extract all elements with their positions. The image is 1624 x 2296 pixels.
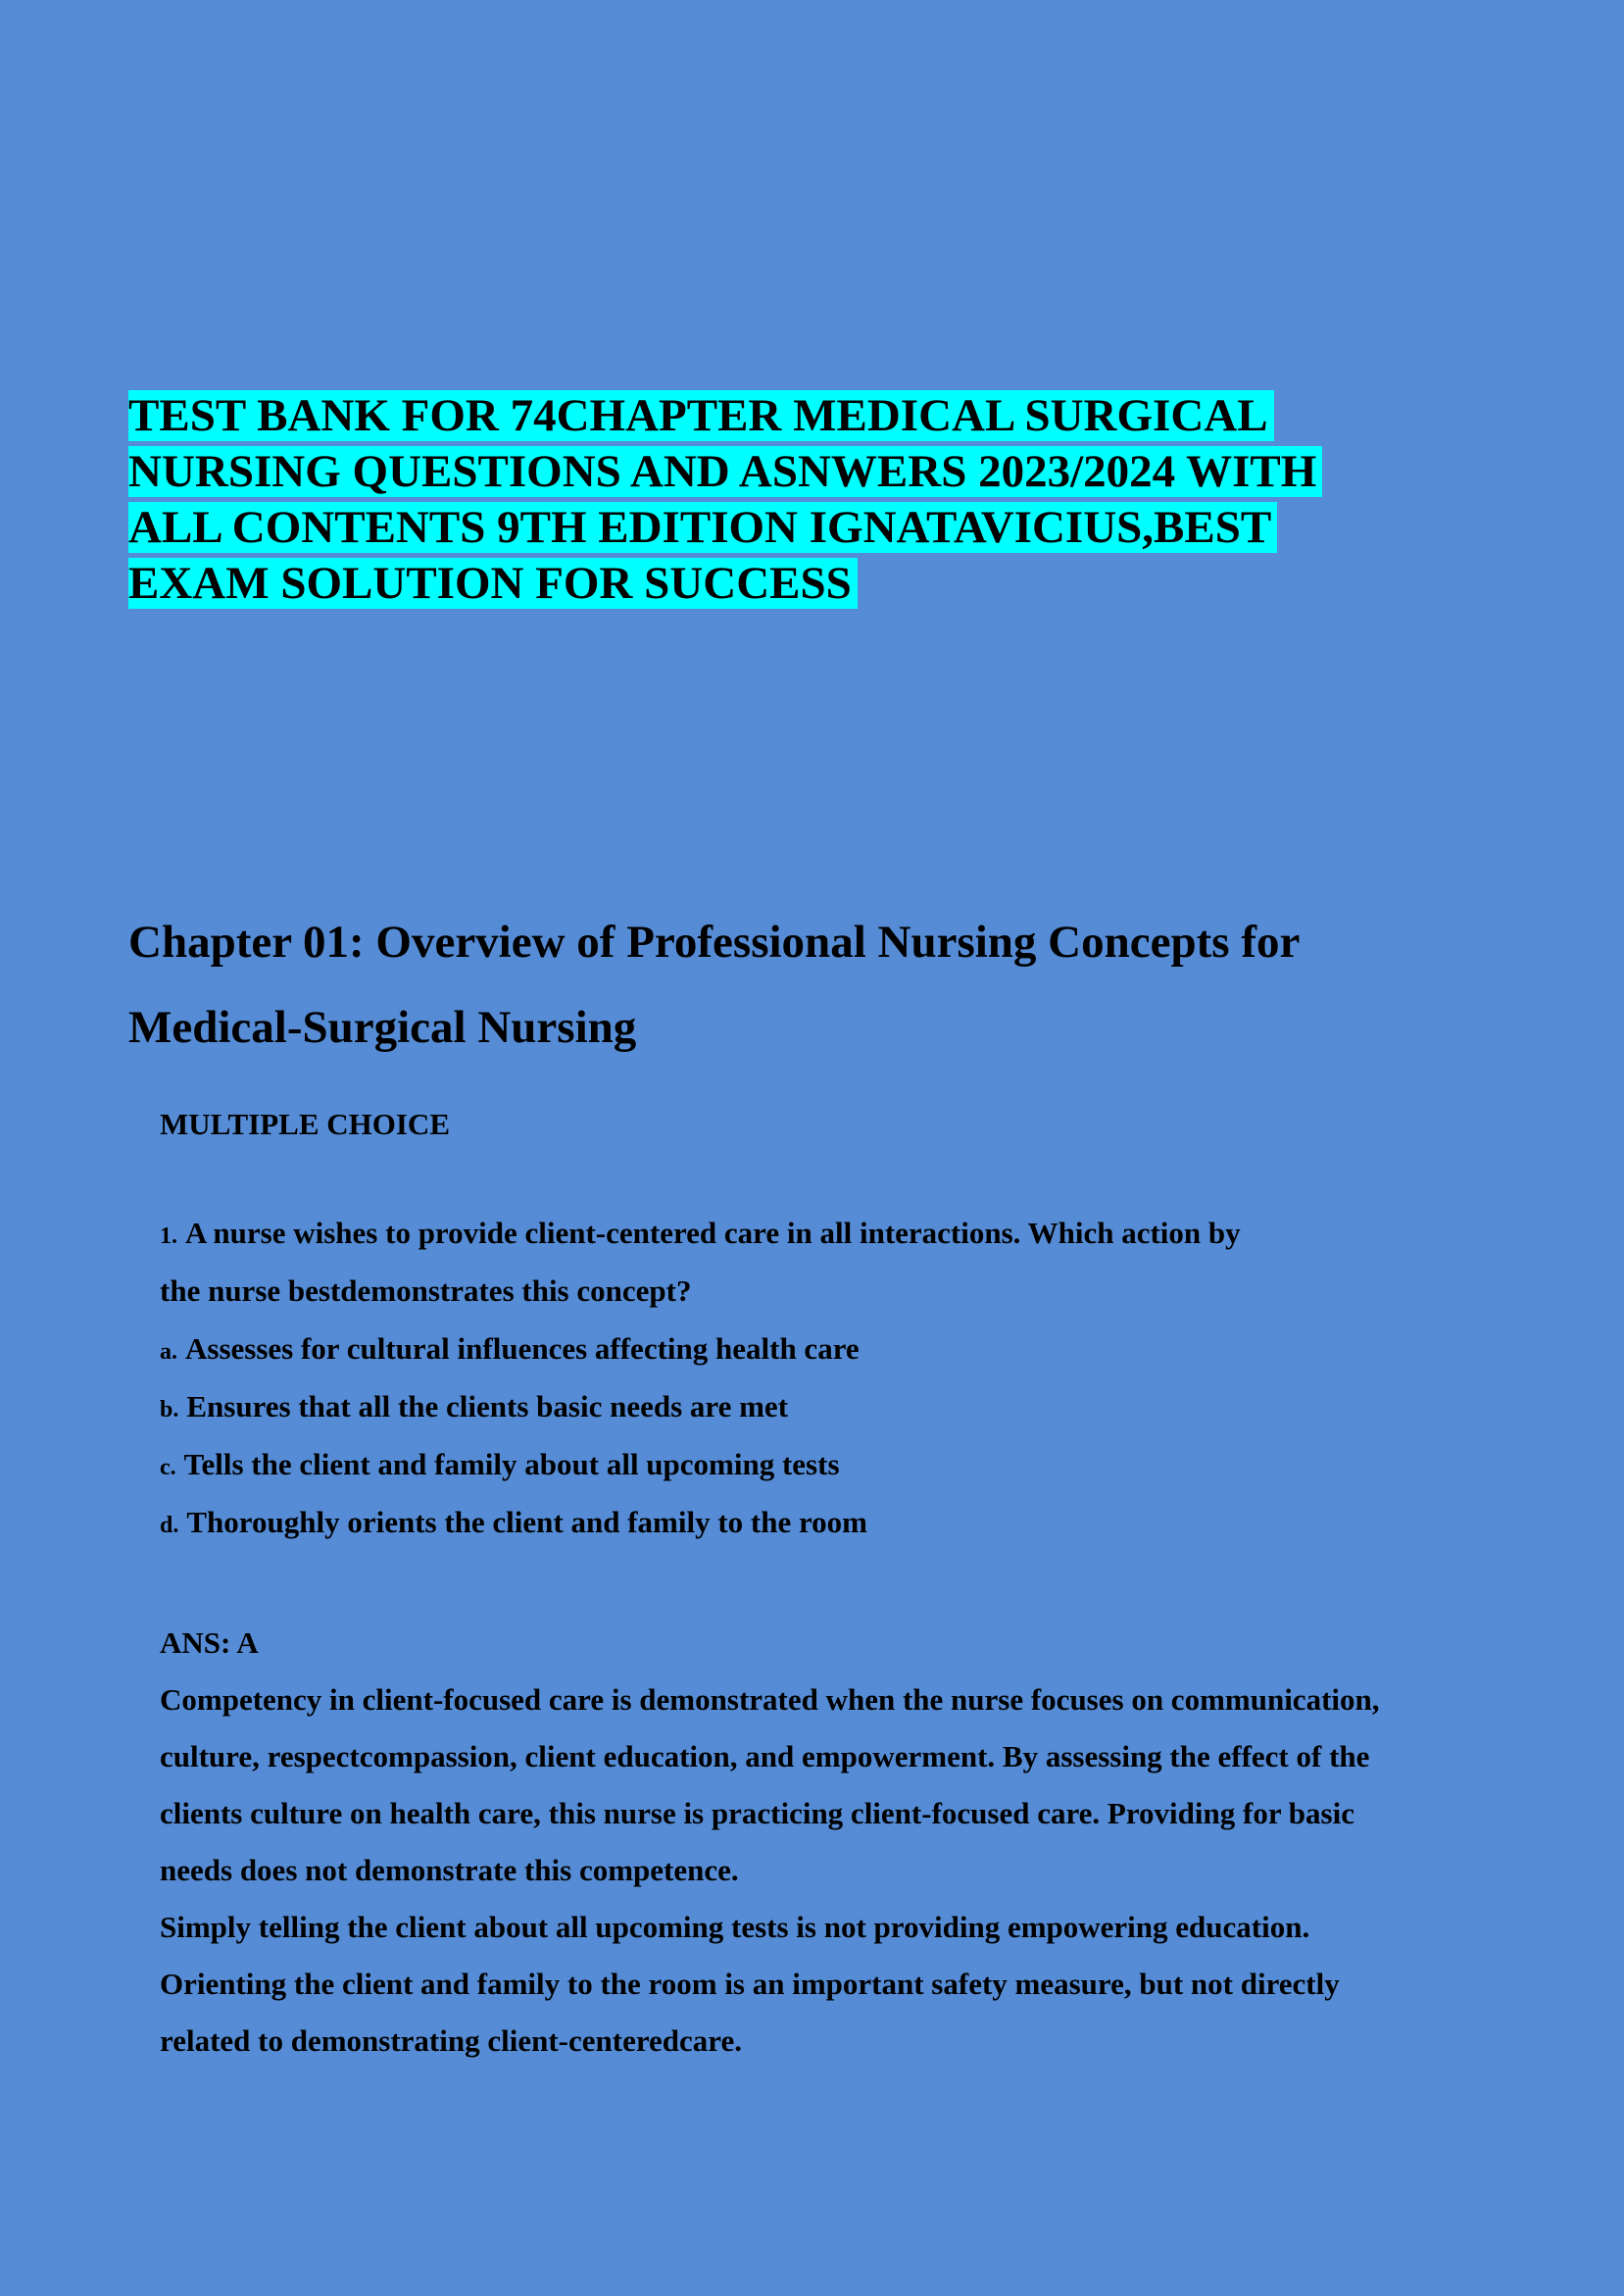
option-letter: b. xyxy=(160,1397,179,1423)
option-letter: c. xyxy=(160,1455,176,1480)
option-text: Thoroughly orients the client and family to the room xyxy=(186,1505,867,1539)
question-block xyxy=(160,1214,1463,1561)
question-stem-line xyxy=(160,1272,1463,1329)
title-line-text: ALL CONTENTS 9TH EDITION IGNATAVICIUS,BEST xyxy=(128,502,1277,553)
title-line xyxy=(128,444,1432,500)
chapter-heading-line: Chapter 01: Overview of Professional Nursing Concepts for xyxy=(128,917,1301,968)
title-line xyxy=(128,556,1432,612)
option-letter: a. xyxy=(160,1339,177,1365)
section-label: MULTIPLE CHOICE xyxy=(160,1107,450,1141)
answer-option-c xyxy=(160,1445,1463,1503)
rationale-line: Competency in client-focused care is demonstrated when the nurse focuses on communication, xyxy=(160,1682,1380,1717)
chapter-heading xyxy=(128,900,1501,1071)
answer-option-b xyxy=(160,1387,1463,1445)
answer-block xyxy=(160,1623,1483,2078)
title-line xyxy=(128,500,1432,556)
rationale-line: related to demonstrating client-centeredcare. xyxy=(160,2023,742,2058)
answer-option-d xyxy=(160,1503,1463,1561)
question-stem-line xyxy=(160,1214,1463,1272)
title-line-text: TEST BANK FOR 74CHAPTER MEDICAL SURGICAL xyxy=(128,390,1274,441)
option-letter: d. xyxy=(160,1513,179,1538)
option-text: Ensures that all the clients basic needs are met xyxy=(186,1389,789,1423)
rationale-line: culture, respectcompassion, client education, and empowerment. By assessing the effect of the xyxy=(160,1739,1370,1773)
rationale-line: Orienting the client and family to the room is an important safety measure, but not directly xyxy=(160,1967,1340,2001)
question-number: 1. xyxy=(160,1223,177,1249)
title-line-text: EXAM SOLUTION FOR SUCCESS xyxy=(128,558,858,609)
title-line xyxy=(128,388,1432,444)
question-stem-text: A nurse wishes to provide client-centered care in all interactions. Which action by xyxy=(185,1216,1241,1250)
chapter-heading-line: Medical-Surgical Nursing xyxy=(128,1002,637,1053)
answer-label: ANS: A xyxy=(160,1625,259,1660)
answer-option-a xyxy=(160,1329,1463,1387)
option-text: Assesses for cultural influences affecting health care xyxy=(185,1331,860,1366)
rationale-line: needs does not demonstrate this competence. xyxy=(160,1853,739,1887)
question-stem-text: the nurse bestdemonstrates this concept? xyxy=(160,1273,692,1308)
rationale-line: Simply telling the client about all upcoming tests is not providing empowering education. xyxy=(160,1910,1310,1944)
title-line-text: NURSING QUESTIONS AND ASNWERS 2023/2024 WITH xyxy=(128,446,1322,497)
rationale-line: clients culture on health care, this nurse is practicing client-focused care. Providing for basic xyxy=(160,1796,1354,1830)
option-text: Tells the client and family about all upcoming tests xyxy=(183,1447,840,1481)
document-title xyxy=(128,388,1432,612)
